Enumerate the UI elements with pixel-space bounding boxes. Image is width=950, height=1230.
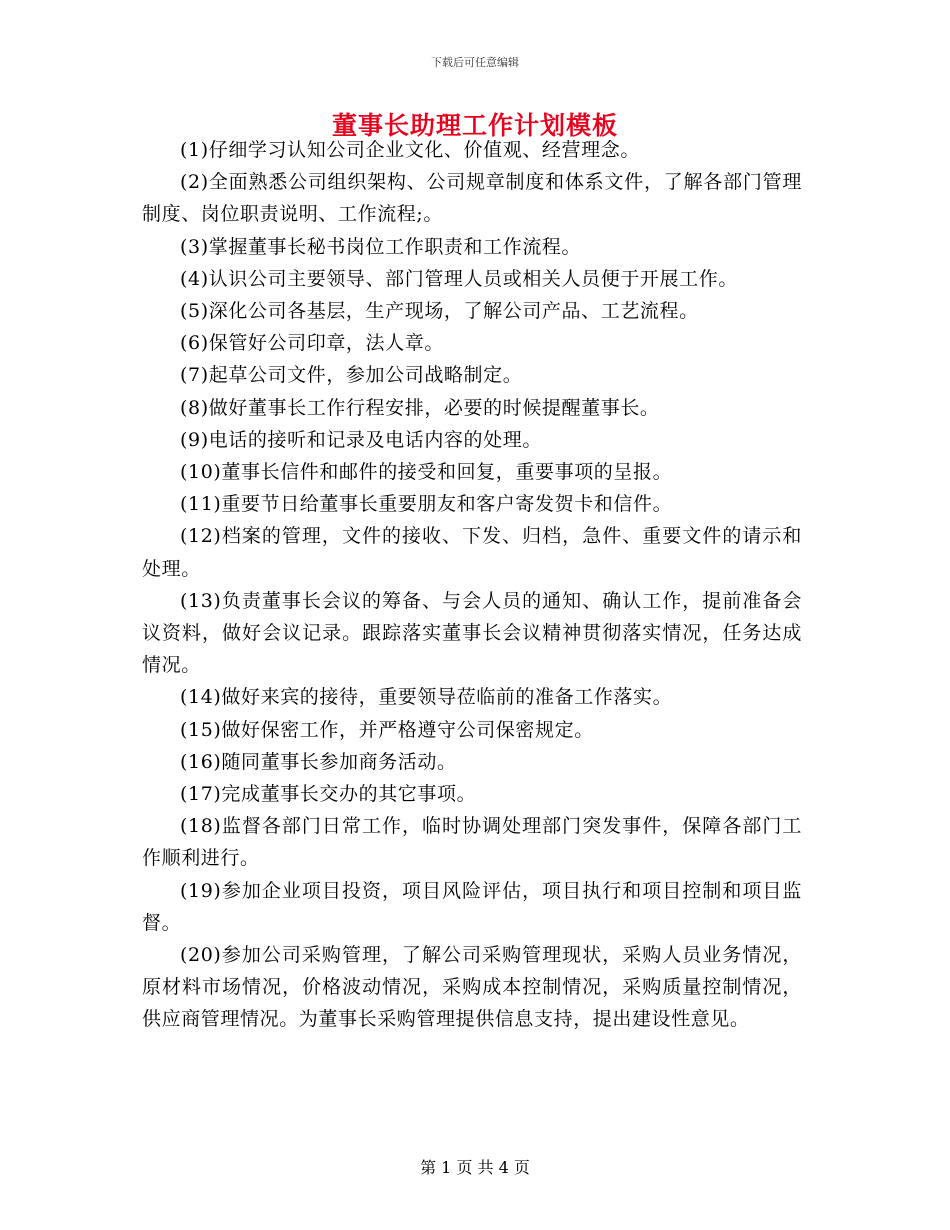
paragraph-6: (6)保管好公司印章，法人章。 — [180, 332, 444, 355]
paragraph-4: (4)认识公司主要领导、部门管理人员或相关人员便于开展工作。 — [180, 267, 738, 290]
page-footer: 第 1 页 共 4 页 — [420, 1158, 530, 1177]
paragraph-17: (17)完成董事长交办的其它事项。 — [180, 783, 477, 806]
paragraph-10: (10)董事长信件和邮件的接受和回复，重要事项的呈报。 — [180, 461, 673, 484]
paragraph-13: (13)负责董事长会议的筹备、与会人员的通知、确认工作，提前准备会议资料，做好会议记录。跟踪落实董事长会议精神贯彻落实情况，任务达成情况。 — [142, 589, 802, 677]
paragraph-15: (15)做好保密工作，并严格遵守公司保密规定。 — [180, 718, 594, 741]
paragraph-7: (7)起草公司文件，参加公司战略制定。 — [180, 364, 523, 387]
paragraph-8: (8)做好董事长工作行程安排，必要的时候提醒董事长。 — [180, 396, 660, 419]
paragraph-12: (12)档案的管理，文件的接收、下发、归档，急件、重要文件的请示和处理。 — [142, 525, 802, 580]
paragraph-2: (2)全面熟悉公司组织架构、公司规章制度和体系文件，了解各部门管理制度、岗位职责说明、工作流程;。 — [142, 171, 802, 226]
header-note: 下载后可任意编辑 — [431, 56, 519, 69]
paragraph-19: (19)参加企业项目投资，项目风险评估，项目执行和项目控制和项目监督。 — [142, 879, 802, 934]
document-title: 董事长助理工作计划模板 — [331, 111, 618, 140]
paragraph-5: (5)深化公司各基层，生产现场，了解公司产品、工艺流程。 — [180, 300, 699, 323]
paragraph-16: (16)随同董事长参加商务活动。 — [180, 750, 457, 773]
paragraph-20: (20)参加公司采购管理，了解公司采购管理现状，采购人员业务情况，原材料市场情况，价格波动情况，采购成本控制情况，采购质量控制情况，供应商管理情况。为董事长采购管理提供信息支持，提出建设性意见。 — [142, 944, 802, 1031]
paragraph-11: (11)重要节日给董事长重要朋友和客户寄发贺卡和信件。 — [180, 493, 673, 516]
paragraph-18: (18)监督各部门日常工作，临时协调处理部门突发事件，保障各部门工作顺利进行。 — [142, 815, 802, 870]
paragraph-3: (3)掌握董事长秘书岗位工作职责和工作流程。 — [180, 235, 582, 258]
paragraph-9: (9)电话的接听和记录及电话内容的处理。 — [180, 428, 542, 451]
paragraph-14: (14)做好来宾的接待，重要领导莅临前的准备工作落实。 — [180, 686, 673, 709]
document-body — [142, 134, 802, 1036]
paragraph-1: (1)仔细学习认知公司企业文化、价值观、经营理念。 — [180, 139, 640, 161]
